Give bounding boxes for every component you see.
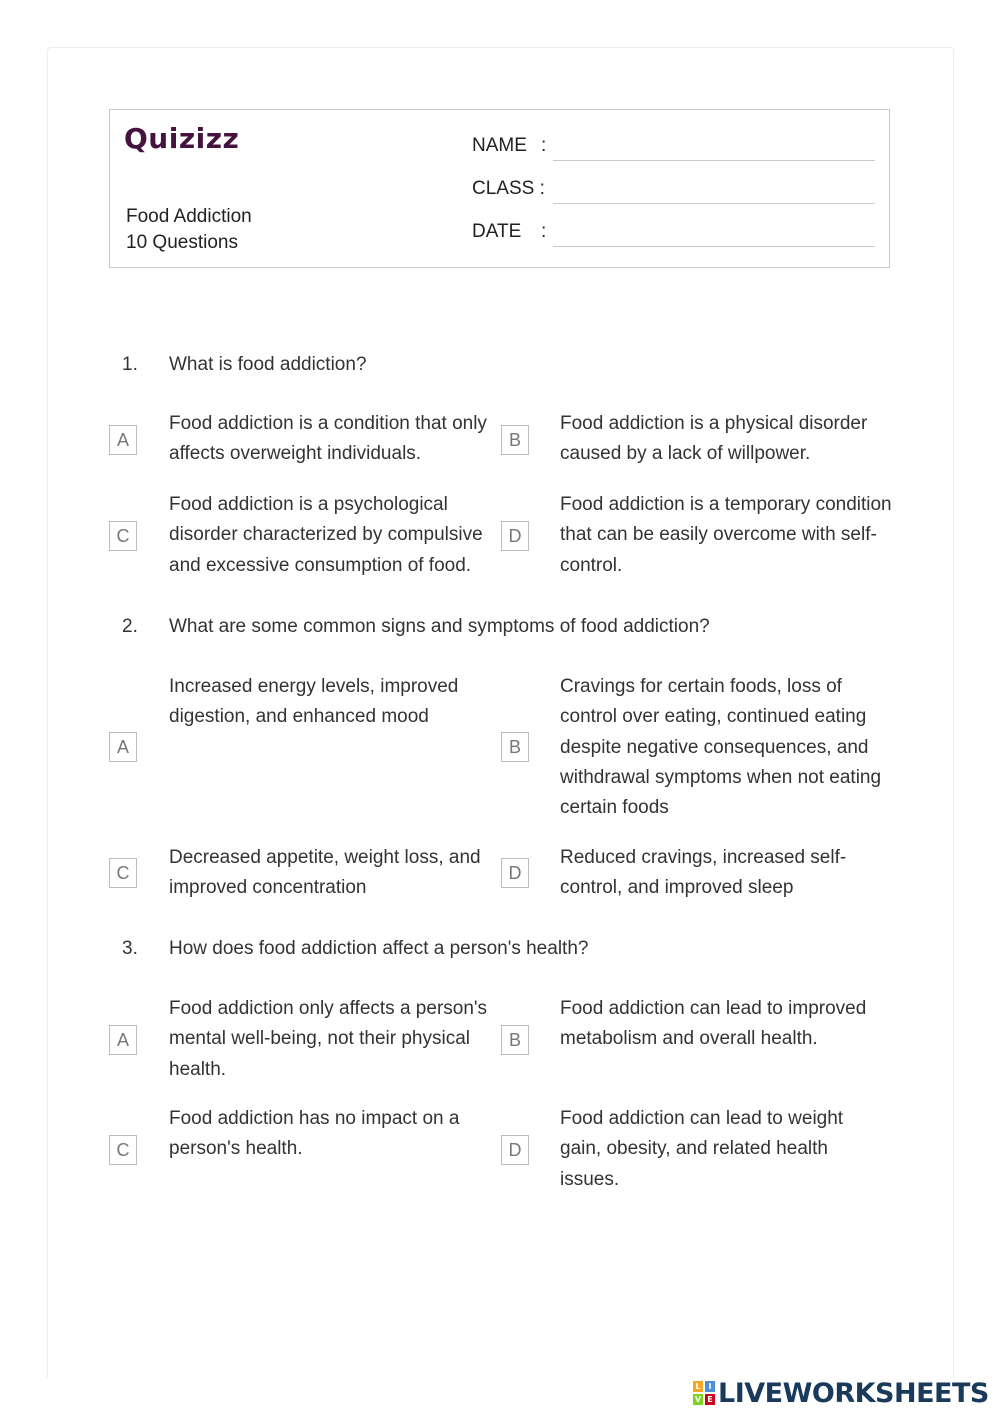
q3-option-b-text: Food addiction can lead to improved metabolism and overall health. bbox=[560, 998, 867, 1050]
q3-option-b-box[interactable]: B bbox=[501, 1025, 529, 1055]
liveworksheets-logo-icon bbox=[693, 1381, 715, 1405]
liveworksheets-footer[interactable] bbox=[693, 1376, 989, 1410]
q1-option-c-text: Food addiction is a psychological disorder characterized by compulsive and excessive consumption of food. bbox=[169, 494, 483, 576]
name-colon: : bbox=[541, 135, 547, 156]
q2-option-d-text: Reduced cravings, increased self-control, and improved sleep bbox=[560, 847, 847, 899]
question-1-text: What is food addiction? bbox=[169, 354, 367, 375]
q1-option-b-text: Food addiction is a physical disorder caused by a lack of willpower. bbox=[560, 413, 868, 465]
question-3-number: 3. bbox=[122, 938, 138, 959]
q2-option-b-box[interactable]: B bbox=[501, 732, 529, 762]
q1-option-c-box[interactable]: C bbox=[109, 521, 137, 551]
class-field[interactable] bbox=[553, 203, 875, 204]
question-2-number: 2. bbox=[122, 616, 138, 637]
name-field[interactable] bbox=[553, 160, 875, 161]
name-label: NAME bbox=[472, 135, 527, 156]
logo-tile-l: L bbox=[693, 1381, 703, 1392]
q2-option-a-box[interactable]: A bbox=[109, 732, 137, 762]
q3-option-a-box[interactable]: A bbox=[109, 1025, 137, 1055]
q3-option-d-box[interactable]: D bbox=[501, 1135, 529, 1165]
quiz-question-count: 10 Questions bbox=[126, 232, 238, 253]
q2-option-d-box[interactable]: D bbox=[501, 858, 529, 888]
date-label: DATE bbox=[472, 221, 522, 242]
q2-option-c-box[interactable]: C bbox=[109, 858, 137, 888]
q2-option-c-text: Decreased appetite, weight loss, and improved concentration bbox=[169, 847, 481, 899]
q1-option-a-box[interactable]: A bbox=[109, 425, 137, 455]
logo-tile-v: V bbox=[694, 1395, 702, 1404]
q1-option-b-box[interactable]: B bbox=[501, 425, 529, 455]
q1-option-d-box[interactable]: D bbox=[501, 521, 529, 551]
logo-tile-i: I bbox=[705, 1381, 715, 1392]
date-field[interactable] bbox=[553, 246, 875, 247]
liveworksheets-brand: LIVEWORKSHEETS bbox=[718, 1377, 989, 1409]
logo-tile-e: E bbox=[705, 1394, 715, 1405]
q2-option-b-text: Cravings for certain foods, loss of control over eating, continued eating despite negative consequences, and withdrawal symptoms when not eating certain foods bbox=[560, 676, 882, 819]
q3-option-c-text: Food addiction has no impact on a person's health. bbox=[169, 1108, 460, 1160]
q1-option-d-text: Food addiction is a temporary condition that can be easily overcome with self-control. bbox=[560, 494, 892, 576]
question-1-number: 1. bbox=[122, 354, 138, 375]
class-label: CLASS : bbox=[472, 178, 545, 199]
quiz-title: Food Addiction bbox=[126, 206, 252, 227]
q3-option-a-text: Food addiction only affects a person's mental well-being, not their physical health. bbox=[169, 998, 488, 1080]
question-2-text: What are some common signs and symptoms of food addiction? bbox=[169, 616, 710, 637]
q2-option-a-text: Increased energy levels, improved digestion, and enhanced mood bbox=[169, 676, 459, 728]
q3-option-d-text: Food addiction can lead to weight gain, obesity, and related health issues. bbox=[560, 1108, 844, 1190]
question-3-text: How does food addiction affect a person's health? bbox=[169, 938, 589, 959]
date-colon: : bbox=[541, 221, 547, 242]
q3-option-c-box[interactable]: C bbox=[109, 1135, 137, 1165]
q1-option-a-text: Food addiction is a condition that only affects overweight individuals. bbox=[169, 413, 487, 465]
quizizz-logo: Quizizz bbox=[124, 122, 240, 155]
